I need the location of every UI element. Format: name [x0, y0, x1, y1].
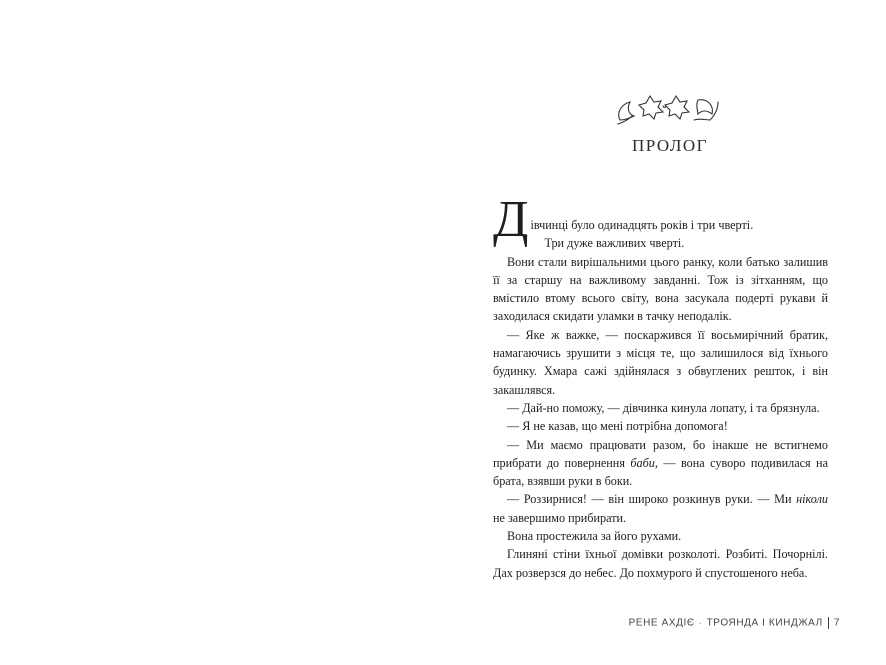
- paragraph-6: — Я не казав, що мені потрібна допомога!: [507, 419, 728, 434]
- page-number: 7: [833, 617, 840, 629]
- paragraph-text: — Ми маємо працювати разом, бо інакше не встигнемо прибрати до повернення: [493, 437, 828, 470]
- paragraph-5: — Дай-но поможу, — дівчинка кинула лопату, і та брязнула.: [507, 400, 820, 415]
- footer-divider: [828, 617, 829, 629]
- paragraph-text: івчинці було одинадцять років і три чверті.: [530, 218, 754, 232]
- paragraph-8: [493, 490, 828, 527]
- paragraph-text: — Роззирнися! — він широко розкинув руки. — Ми: [507, 492, 797, 507]
- drop-cap: Д: [493, 191, 529, 248]
- paragraph-text: — вона суворо подивилася на брата, взявши руки в боки.: [493, 455, 828, 489]
- paragraph-9: Вона простежила за його рухами.: [507, 529, 682, 544]
- emphasis-text: баби,: [630, 455, 658, 470]
- paragraph-10: Глиняні стіни їхньої домівки розколоті. Розбиті. Почорнілі. Дах розверзся до небес. До похмурого й спустошеного неба.: [493, 547, 828, 580]
- floral-divider-ornament-icon: [614, 86, 724, 128]
- paragraph-7: [493, 436, 828, 491]
- paragraph-2: Три дуже важливих чверті.: [544, 236, 685, 251]
- footer-author: РЕНЕ АХДІЄ: [628, 617, 695, 629]
- paragraph-text: не завершимо прибирати.: [493, 510, 627, 525]
- emphasis-text: ніколи: [796, 492, 828, 507]
- paragraph-3: Вони стали вирішальними цього ранку, коли батько залишив її за старшу на важливому завданні. Тож із зітханням, що вмістило втому всього світу, вона засукала подерті рукави й заходилася скидати уламки в тачку неподалік.: [493, 254, 828, 324]
- footer-book-title: ТРОЯНДА І КИНДЖАЛ: [706, 617, 823, 629]
- running-footer: [600, 617, 840, 629]
- footer-separator: ·: [698, 617, 703, 629]
- chapter-title: ПРОЛОГ: [631, 136, 708, 155]
- paragraph-4: — Яке ж важке, — поскаржився її восьмирічний братик, намагаючись зрушити з місця те, що залишилося від їхнього будинку. Хмара сажі здійнялася з обвуглених решток, і він закашлявся.: [493, 327, 828, 397]
- chapter-text: [493, 191, 828, 582]
